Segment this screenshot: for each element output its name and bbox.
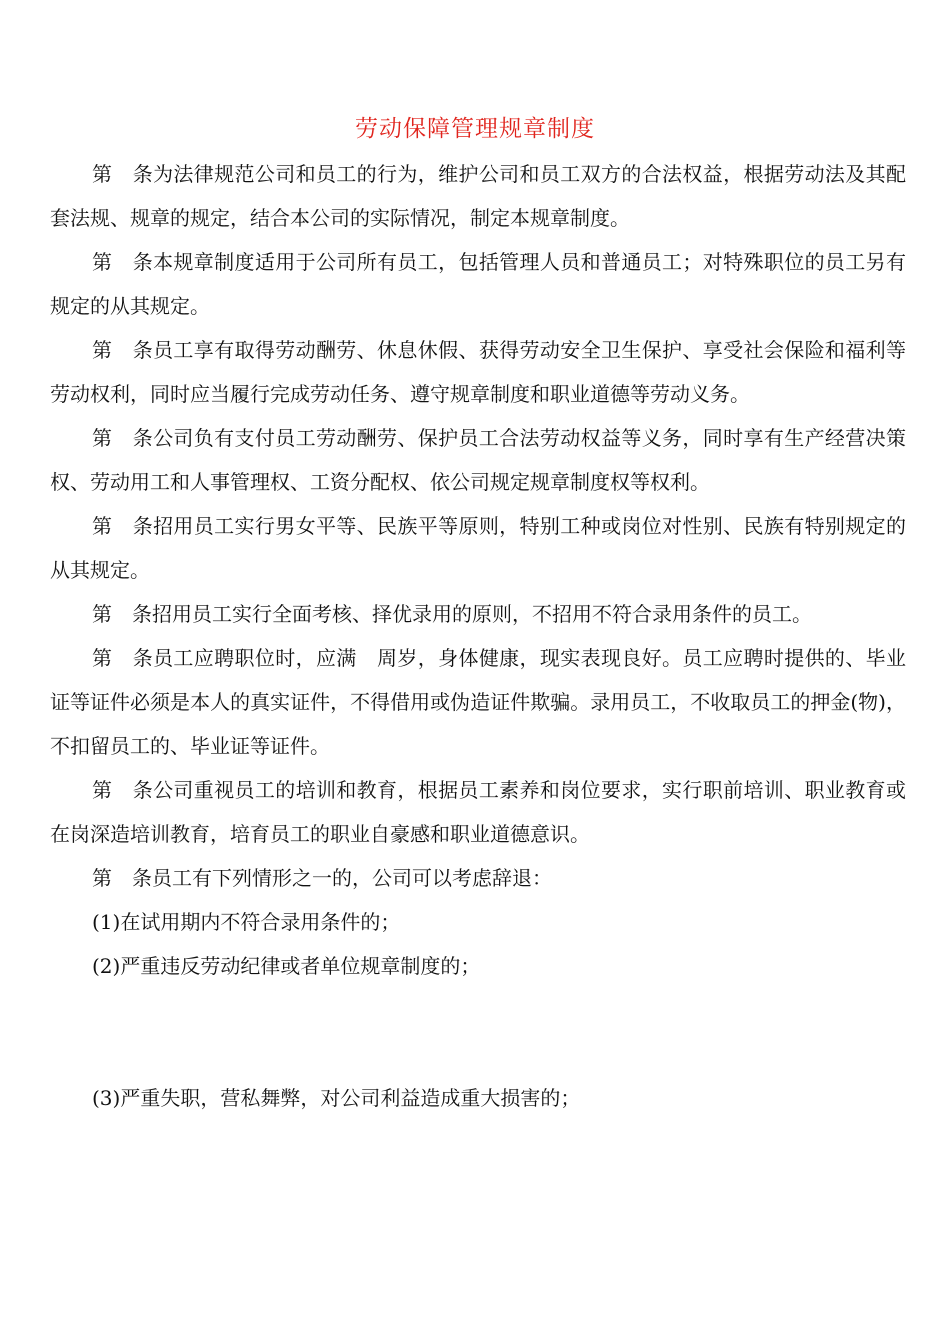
list-item: (1)在试用期内不符合录用条件的； — [92, 910, 401, 934]
article-paragraph: 第 条公司负有支付员工劳动酬劳、保护员工合法劳动权益等义务，同时享有生产经营决策权、劳动用工和人事管理权、工资分配权、依公司规定规章制度权等权利。 — [50, 426, 906, 494]
article-paragraph: 第 条招用员工实行男女平等、民族平等原则，特别工种或岗位对性别、民族有特别规定的从其规定。 — [50, 514, 906, 582]
blank-gap — [50, 988, 906, 1076]
list-item: (2)严重违反劳动纪律或者单位规章制度的； — [92, 954, 481, 978]
article-paragraph: 第 条为法律规范公司和员工的行为，维护公司和员工双方的合法权益，根据劳动法及其配套法规、规章的规定，结合本公司的实际情况，制定本规章制度。 — [50, 162, 906, 230]
list-item: (3)严重失职，营私舞弊，对公司利益造成重大损害的； — [92, 1086, 581, 1110]
document-title: 劳动保障管理规章制度 — [355, 116, 595, 142]
article-paragraph: 第 条员工有下列情形之一的，公司可以考虑辞退： — [92, 866, 552, 890]
document-body — [50, 152, 906, 1120]
article-paragraph: 第 条本规章制度适用于公司所有员工，包括管理人员和普通员工；对特殊职位的员工另有规定的从其规定。 — [50, 250, 906, 318]
article-paragraph: 第 条招用员工实行全面考核、择优录用的原则，不招用不符合录用条件的员工。 — [92, 602, 812, 626]
article-paragraph: 第 条公司重视员工的培训和教育，根据员工素养和岗位要求，实行职前培训、职业教育或在岗深造培训教育，培育员工的职业自豪感和职业道德意识。 — [50, 778, 906, 846]
article-paragraph: 第 条员工应聘职位时，应满 周岁，身体健康，现实表现良好。员工应聘时提供的、毕业证等证件必须是本人的真实证件，不得借用或伪造证件欺骗。录用员工，不收取员工的押金(物)，不扣留员工的、毕业证等证件。 — [50, 646, 906, 758]
article-paragraph: 第 条员工享有取得劳动酬劳、休息休假、获得劳动安全卫生保护、享受社会保险和福利等劳动权利，同时应当履行完成劳动任务、遵守规章制度和职业道德等劳动义务。 — [50, 338, 906, 406]
